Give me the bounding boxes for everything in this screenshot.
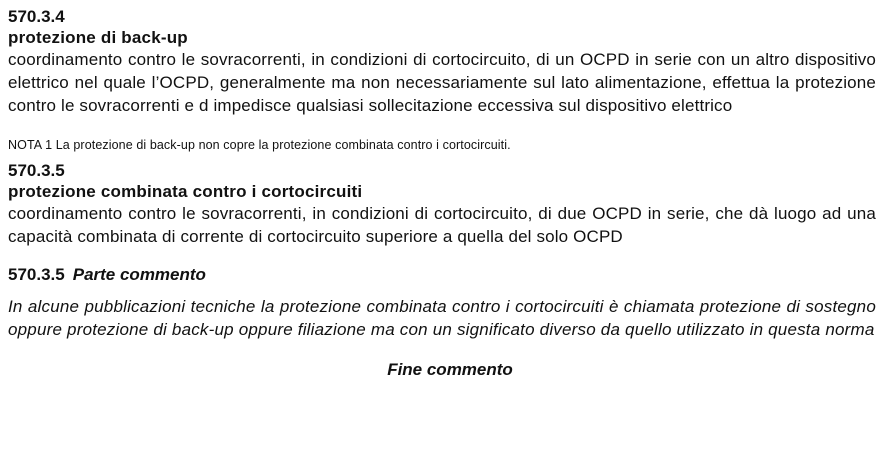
section-number: 570.3.5 [8, 161, 65, 180]
section-number: 570.3.4 [8, 7, 65, 26]
section-term: protezione di back-up [8, 28, 188, 47]
comment-heading [8, 264, 876, 285]
comment-label: Parte commento [72, 265, 206, 284]
comment-number: 570.3.5 [8, 265, 65, 284]
section-570-3-5 [8, 160, 876, 248]
section-definition: coordinamento contro le sovracorrenti, in condizioni di cortocircuito, di un OCPD in serie con un altro dispositivo elettrico nel quale l’OCPD, generalmente ma non necessariamente sul lato alimentazione, effettua la protezione contro le sovracorrenti e d impedisce qualsiasi sollecitazione eccessiva sul dispositivo elettrico [8, 50, 876, 115]
section-definition: coordinamento contro le sovracorrenti, in condizioni di cortocircuito, di due OCPD in serie, che dà luogo ad una capacità combinata di corrente di cortocircuito superiore a quella del solo OCPD [8, 204, 876, 246]
section-570-3-4 [8, 6, 876, 153]
comment-end: Fine commento [387, 360, 513, 379]
section-term: protezione combinata contro i cortocircuiti [8, 182, 363, 201]
comment-block [8, 264, 876, 380]
document-page [8, 6, 876, 380]
section-note: NOTA 1 La protezione di back-up non copre la protezione combinata contro i cortocircuiti. [8, 138, 511, 152]
comment-body: In alcune pubblicazioni tecniche la protezione combinata contro i cortocircuiti è chiamata protezione di sostegno oppure protezione di back-up oppure filiazione ma con un significato diverso da quello utilizzato in questa norma [8, 297, 876, 339]
